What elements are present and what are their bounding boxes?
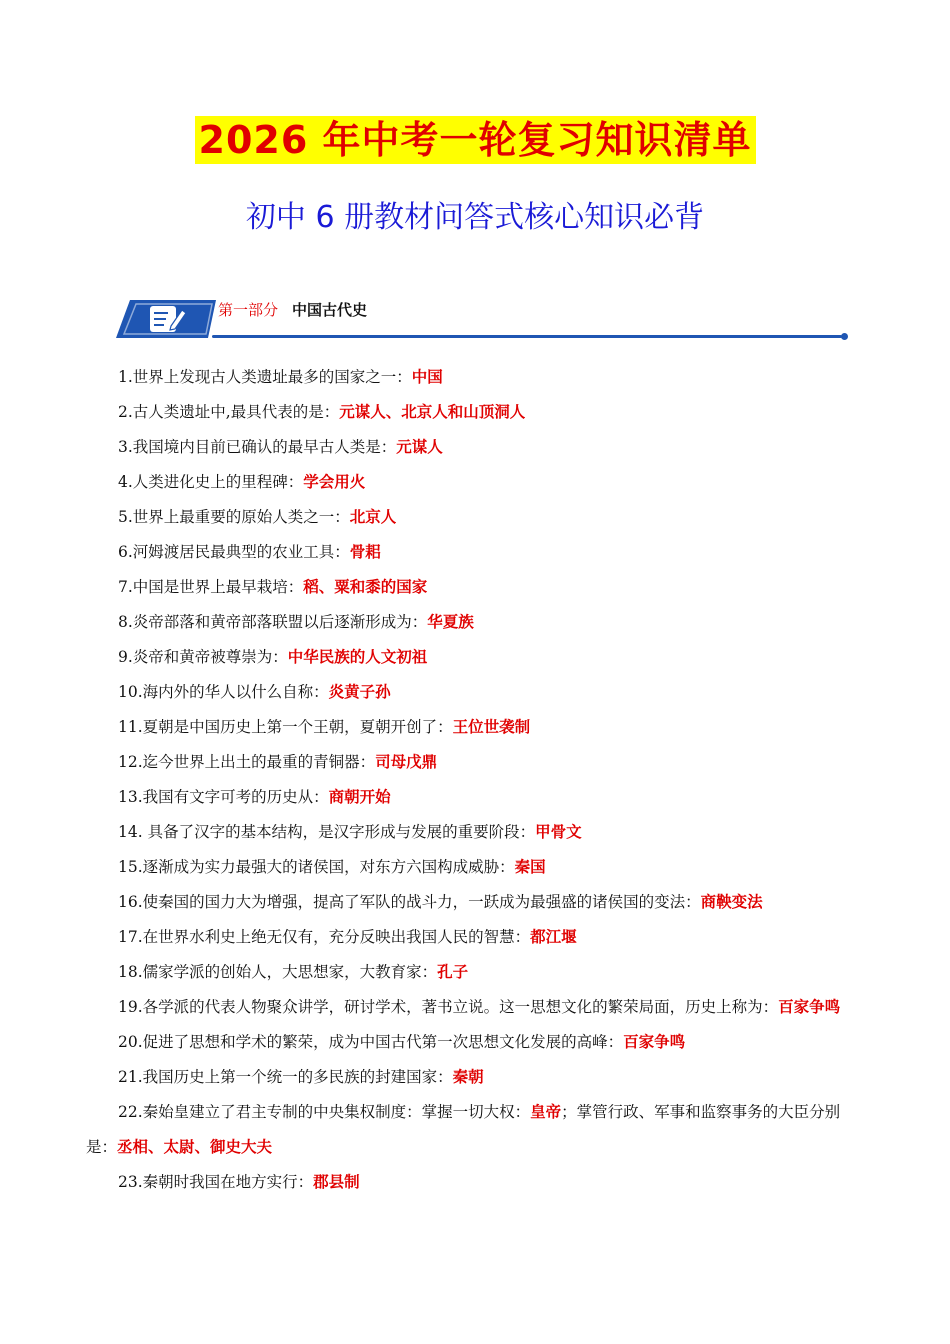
answer-text: 百家争鸣	[778, 998, 841, 1016]
list-item	[86, 1165, 850, 1200]
list-item	[86, 640, 850, 675]
list-item	[86, 430, 850, 465]
answer-text-2: 丞相、太尉、御史大夫	[117, 1138, 273, 1156]
answer-text: 骨耜	[349, 543, 381, 561]
list-item	[86, 920, 850, 955]
answer-text: 华夏族	[427, 613, 474, 631]
notebook-pen-icon	[116, 296, 216, 340]
question-text: 1.世界上发现古人类遗址最多的国家之一：	[118, 368, 412, 386]
question-text: 22.秦始皇建立了君主专制的中央集权制度：掌握一切大权：	[118, 1103, 531, 1121]
question-text: 13.我国有文字可考的历史从：	[118, 788, 329, 806]
answer-text: 百家争鸣	[623, 1033, 686, 1051]
question-text: 4.人类进化史上的里程碑：	[118, 473, 304, 491]
question-text: 15.逐渐成为实力最强大的诸侯国，对东方六国构成威胁：	[118, 858, 515, 876]
list-item	[86, 1025, 850, 1060]
list-item	[86, 465, 850, 500]
page-subtitle: 初中 6 册教材问答式核心知识必背	[245, 200, 705, 235]
page-title: 2026 年中考一轮复习知识清单	[195, 116, 756, 164]
question-text: 16.使秦国的国力大为增强，提高了军队的战斗力，一跃成为最强盛的诸侯国的变法：	[118, 893, 701, 911]
section-header	[116, 296, 848, 344]
section-part-label: 第一部分	[218, 301, 279, 319]
list-item	[86, 990, 850, 1025]
question-text: 7.中国是世界上最早栽培：	[118, 578, 304, 596]
question-text: 2.古人类遗址中,最具代表的是：	[118, 403, 340, 421]
question-text: 8.炎帝部落和黄帝部落联盟以后逐渐形成为：	[118, 613, 428, 631]
question-text: 20.促进了思想和学术的繁荣，成为中国古代第一次思想文化发展的高峰：	[118, 1033, 624, 1051]
answer-text: 稻、粟和黍的国家	[303, 578, 428, 596]
list-item	[86, 500, 850, 535]
answer-text: 中国	[411, 368, 443, 386]
question-text: 14. 具备了汉字的基本结构，是汉字形成与发展的重要阶段：	[118, 823, 536, 841]
answer-text: 元谋人、北京人和山顶洞人	[339, 403, 526, 421]
question-text: 17.在世界水利史上绝无仅有，充分反映出我国人民的智慧：	[118, 928, 531, 946]
answer-text: 秦朝	[452, 1068, 484, 1086]
answer-text: 商鞅变法	[700, 893, 763, 911]
answer-text: 皇帝	[530, 1103, 562, 1121]
list-item	[86, 815, 850, 850]
question-text: 10.海内外的华人以什么自称：	[118, 683, 329, 701]
answer-text: 商朝开始	[328, 788, 391, 806]
question-text: 6.河姆渡居民最典型的农业工具：	[118, 543, 350, 561]
question-text: 3.我国境内目前已确认的最早古人类是：	[118, 438, 397, 456]
answer-text: 甲骨文	[535, 823, 582, 841]
answer-text: 炎黄子孙	[328, 683, 391, 701]
section-rule	[212, 335, 842, 338]
list-item	[86, 710, 850, 745]
title-wrap	[0, 116, 950, 164]
question-text: 19.各学派的代表人物聚众讲学，研讨学术，著书立说。这一思想文化的繁荣局面，历史上称为：	[118, 998, 779, 1016]
question-text: 9.炎帝和黄帝被尊崇为：	[118, 648, 288, 666]
question-text: 23.秦朝时我国在地方实行：	[118, 1173, 314, 1191]
section-title: 中国古代史	[292, 301, 368, 319]
answer-text: 王位世袭制	[452, 718, 531, 736]
list-item	[86, 675, 850, 710]
list-item	[86, 570, 850, 605]
question-text-continued: ；掌管行政、军事和监察事务的大臣分别是：	[86, 1103, 841, 1156]
list-item	[86, 745, 850, 780]
answer-text: 北京人	[349, 508, 397, 526]
list-item	[86, 1060, 850, 1095]
question-text: 11.夏朝是中国历史上第一个王朝，夏朝开创了：	[118, 718, 453, 736]
answer-text: 孔子	[437, 963, 469, 981]
list-item	[86, 885, 850, 920]
list-item	[86, 1095, 850, 1165]
answer-text: 郡县制	[313, 1173, 360, 1191]
answer-text: 都江堰	[530, 928, 577, 946]
list-item	[86, 780, 850, 815]
answer-text: 秦国	[514, 858, 546, 876]
question-text: 18.儒家学派的创始人，大思想家，大教育家：	[118, 963, 438, 981]
question-list	[86, 360, 850, 1200]
answer-text: 学会用火	[303, 473, 366, 491]
question-text: 12.迄今世界上出土的最重的青铜器：	[118, 753, 376, 771]
list-item	[86, 850, 850, 885]
answer-text: 中华民族的人文初祖	[287, 648, 428, 666]
question-text: 21.我国历史上第一个统一的多民族的封建国家：	[118, 1068, 453, 1086]
list-item	[86, 395, 850, 430]
answer-text: 元谋人	[396, 438, 443, 456]
answer-text: 司母戊鼎	[375, 753, 438, 771]
list-item	[86, 605, 850, 640]
list-item	[86, 360, 850, 395]
list-item	[86, 955, 850, 990]
question-text: 5.世界上最重要的原始人类之一：	[118, 508, 350, 526]
section-rule-end	[841, 333, 848, 340]
list-item	[86, 535, 850, 570]
